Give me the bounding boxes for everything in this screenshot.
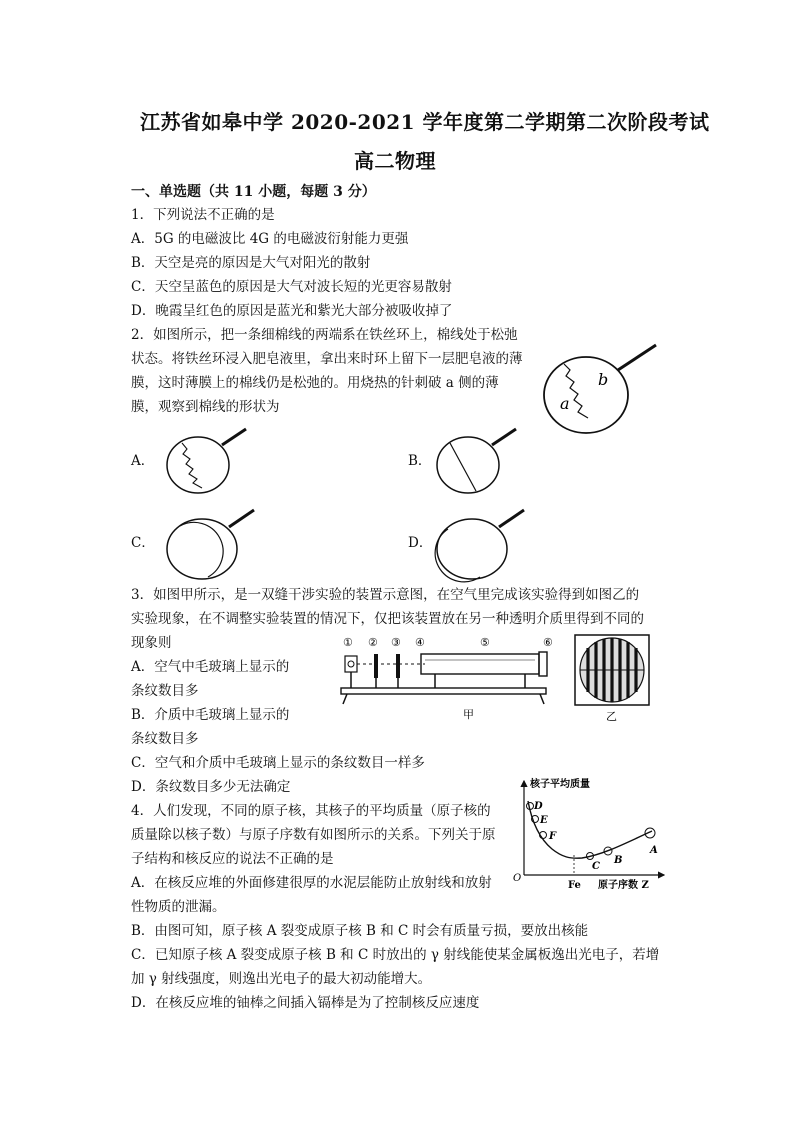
q3-fringe-figure xyxy=(572,632,652,724)
q1-option-b: B．天空是亮的原因是大气对阳光的散射 xyxy=(131,255,371,271)
chart-ylabel: 核子平均质量 xyxy=(530,779,590,790)
marker-3: ③ xyxy=(391,636,401,649)
marker-1: ① xyxy=(343,636,353,649)
chart-tick-fe: Fe xyxy=(568,880,581,891)
label-f: F xyxy=(549,831,557,842)
q1-option-c: C．天空呈蓝色的原因是大气对波长短的光更容易散射 xyxy=(131,279,452,295)
label-c: C xyxy=(592,861,600,872)
q2-option-c-figure xyxy=(160,505,260,585)
q4-mass-chart xyxy=(510,773,670,891)
q3-option-b: B．介质中毛玻璃上显示的 xyxy=(131,707,290,723)
q2-option-b-figure xyxy=(430,425,520,500)
q4-option-a: A．在核反应堆的外面修建很厚的水泥层能防止放射线和放射 xyxy=(131,875,492,891)
q2-label-a: a xyxy=(560,394,570,413)
chart-origin: O xyxy=(513,873,522,884)
q1-option-a: A．5G 的电磁波比 4G 的电磁波衍射能力更强 xyxy=(131,231,409,247)
marker-5: ⑤ xyxy=(480,636,490,649)
q2-stem-line1: 2．如图所示，把一条细棉线的两端系在铁丝环上，棉线处于松弛 xyxy=(131,327,518,343)
q4-stem-line2: 质量除以核子数）与原子序数有如图所示的关系。下列关于原 xyxy=(131,827,496,843)
q3-stem-line1: 3．如图甲所示，是一双缝干涉实验的装置示意图，在空气里完成该实验得到如图乙的 xyxy=(131,587,640,603)
q2-stem-line4: 膜，观察到棉线的形状为 xyxy=(131,399,280,415)
q3-option-b-cont: 条纹数目多 xyxy=(131,731,199,747)
q2-main-figure xyxy=(536,340,666,440)
q3-apparatus-figure xyxy=(335,632,560,722)
chart-xlabel: 原子序数 Z xyxy=(598,880,649,891)
label-e: E xyxy=(540,815,548,826)
q3-stem-line2: 实验现象，在不调整实验装置的情况下，仅把该装置放在另一种透明介质里得到不同的 xyxy=(131,611,644,627)
marker-4: ④ xyxy=(415,636,425,649)
q1-stem: 1．下列说法不正确的是 xyxy=(131,207,275,223)
marker-6: ⑥ xyxy=(543,636,553,649)
label-a: A xyxy=(650,845,658,856)
q4-stem-line3: 子结构和核反应的说法不正确的是 xyxy=(131,851,334,867)
marker-2: ② xyxy=(368,636,378,649)
q3-option-c: C．空气和介质中毛玻璃上显示的条纹数目一样多 xyxy=(131,755,425,771)
section-heading: 一、单选题（共 11 小题，每题 3 分） xyxy=(131,184,376,200)
q2-option-c-label: C． xyxy=(131,535,155,551)
caption-yi: 乙 xyxy=(606,710,617,723)
q3-option-d: D．条纹数目多少无法确定 xyxy=(131,779,291,795)
q4-option-c: C．已知原子核 A 裂变成原子核 B 和 C 时放出的 γ 射线能使某金属板逸出光电子，若增 xyxy=(131,947,660,963)
label-d: D xyxy=(534,801,543,812)
q3-option-a: A．空气中毛玻璃上显示的 xyxy=(131,659,290,675)
q4-stem-line1: 4．人们发现，不同的原子核，其核子的平均质量（原子核的 xyxy=(131,803,491,819)
q2-option-d-label: D． xyxy=(408,535,433,551)
q2-option-b-label: B． xyxy=(408,453,432,469)
q2-label-b: b xyxy=(598,370,609,389)
q4-option-b: B．由图可知，原子核 A 裂变成原子核 B 和 C 时会有质量亏损，要放出核能 xyxy=(131,923,589,939)
q1-option-d: D．晚霞呈红色的原因是蓝光和紫光大部分被吸收掉了 xyxy=(131,303,453,319)
q3-option-a-cont: 条纹数目多 xyxy=(131,683,199,699)
q4-option-d: D．在核反应堆的铀棒之间插入镉棒是为了控制核反应速度 xyxy=(131,995,480,1011)
q2-option-d-figure xyxy=(430,505,530,585)
q2-option-a-figure xyxy=(160,425,250,500)
exam-subtitle: 高二物理 xyxy=(354,149,436,173)
exam-title: 江苏省如皋中学 2020-2021 学年度第二学期第二次阶段考试 xyxy=(140,110,710,134)
q2-stem-line3: 膜，这时薄膜上的棉线仍是松弛的。用烧热的针刺破 a 侧的薄 xyxy=(131,375,499,391)
q4-option-a-cont: 性物质的泄漏。 xyxy=(131,899,226,915)
caption-jia: 甲 xyxy=(463,708,474,721)
q2-stem-line2: 状态。将铁丝环浸入肥皂液里，拿出来时环上留下一层肥皂液的薄 xyxy=(131,351,523,367)
q3-stem-line3: 现象则 xyxy=(131,635,172,651)
q2-option-a-label: A． xyxy=(131,453,155,469)
label-b: B xyxy=(614,855,623,866)
q4-option-c-cont: 加 γ 射线强度，则逸出光电子的最大初动能增大。 xyxy=(131,971,432,987)
